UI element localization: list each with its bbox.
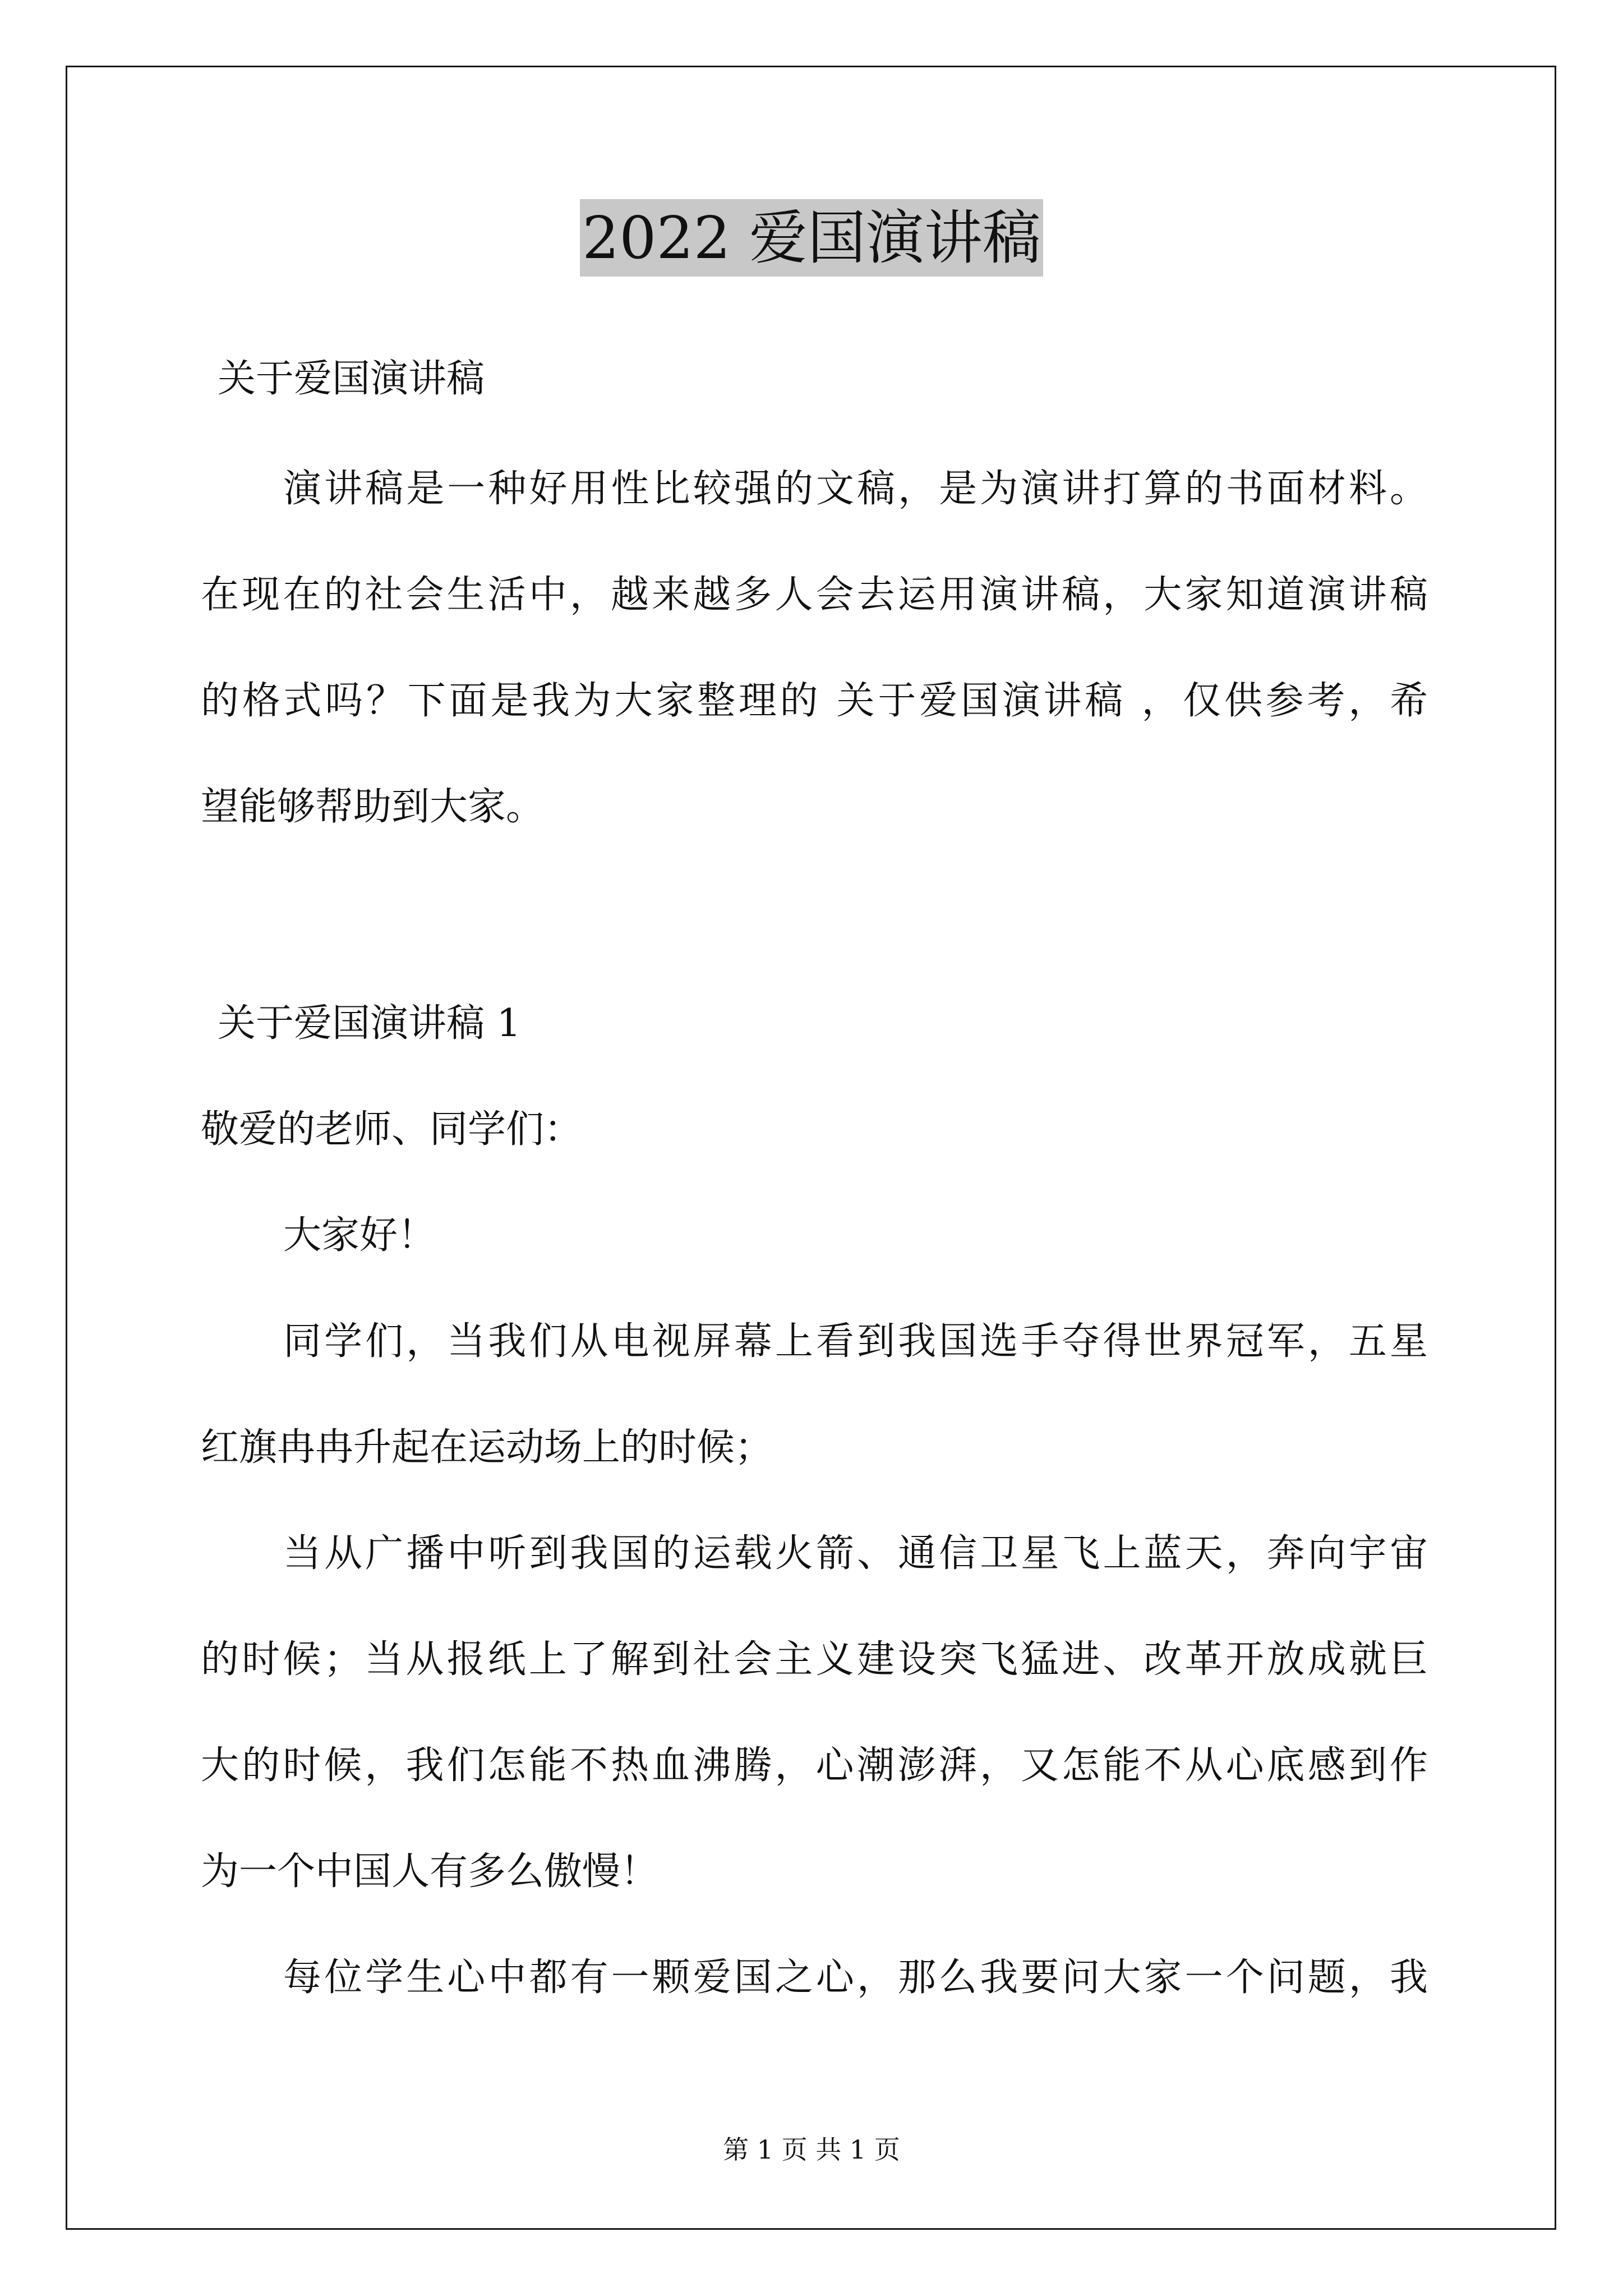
paragraph-line: 在现在的社会生活中，越来越多人会去运用演讲稿，大家知道演讲稿 xyxy=(201,573,1428,617)
paragraph-line: 演讲稿是一种好用性比较强的文稿，是为演讲打算的书面材料。 xyxy=(283,467,1428,511)
paragraph-line: 大的时候，我们怎能不热血沸腾，心潮澎湃，又怎能不从心底感到作 xyxy=(201,1743,1428,1788)
paragraph-line: 红旗冉冉升起在运动场上的时候； xyxy=(201,1425,773,1470)
paragraph-line: 为一个中国人有多么傲慢！ xyxy=(201,1849,659,1894)
title-container xyxy=(0,199,1623,277)
page-footer: 第 1 页 共 1 页 xyxy=(723,2134,900,2165)
paragraph-line: 当从广播中听到我国的运载火箭、通信卫星飞上蓝天，奔向宇宙 xyxy=(283,1531,1428,1576)
paragraph-line: 的格式吗？下面是我为大家整理的 关于爱国演讲稿 ，仅供参考，希 xyxy=(201,679,1428,723)
paragraph-line: 望能够帮助到大家。 xyxy=(201,785,545,829)
paragraph-line: 每位学生心中都有一颗爱国之心，那么我要问大家一个问题，我 xyxy=(283,1955,1428,2000)
intro-heading: 关于爱国演讲稿 xyxy=(218,357,485,401)
document-title: 2022 爱国演讲稿 xyxy=(580,199,1043,277)
greeting: 大家好！ xyxy=(283,1213,436,1258)
paragraph-line: 的时候；当从报纸上了解到社会主义建设突飞猛进、改革开放成就巨 xyxy=(201,1637,1428,1682)
paragraph-line: 同学们，当我们从电视屏幕上看到我国选手夺得世界冠军，五星 xyxy=(283,1319,1428,1364)
salutation: 敬爱的老师、同学们： xyxy=(201,1107,583,1152)
section-heading: 关于爱国演讲稿 1 xyxy=(218,1001,521,1046)
